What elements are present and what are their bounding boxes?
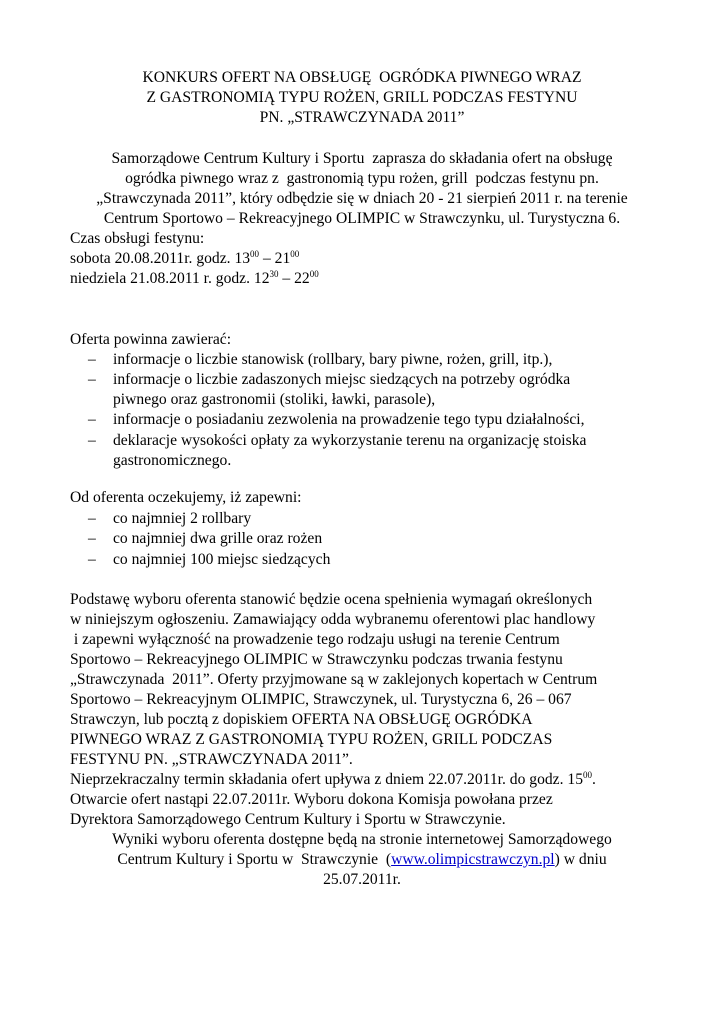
results-line-2: Centrum Kultury i Sportu w Strawczynie (www.olimpicstrawczyn.pl) w dniu [117,851,607,868]
bullet-dash: – [88,351,96,368]
body-line-2: w niniejszym ogłoszeniu. Zamawiający odda wybranemu oferentowi plac handlowy [70,611,596,628]
offer-heading: Oferta powinna zawierać: [70,331,232,348]
body-line-3: i zapewni wyłączność na prowadzenie tego rodzaju usługi na terenie Centrum [70,631,560,648]
offer-item-1: informacje o liczbie stanowisk (rollbary, bary piwne, rożen, grill, itp.), [113,351,553,368]
body-line-9: FESTYNU PN. „STRAWCZYNADA 2011”. [70,751,353,768]
hours-saturday: sobota 20.08.2011r. godz. $13^{00} - 21^{00}$ [70,249,300,267]
intro-line-3: „Strawczynada 2011”, który odbędzie się w dniach 20 - 21 sierpień 2011 r. na terenie [96,190,628,207]
bullet-dash: – [88,510,96,527]
expect-item-3: co najmniej 100 miejsc siedzących [113,551,331,568]
body-line-8: PIWNEGO WRAZ Z GASTRONOMIĄ TYPU ROŻEN, GRILL PODCZAS [70,731,553,748]
intro-line-2: ogródka piwnego wraz z gastronomią typu rożen, grill podczas festynu pn. [125,170,599,187]
body-line-1: Podstawę wyboru oferenta stanowić będzie ocena spełnienia wymagań określonych [70,591,593,608]
results-line-1: Wyniki wyboru oferenta dostępne będą na stronie internetowej Samorządowego [112,831,612,848]
bullet-dash: – [88,432,96,449]
hours-sunday: niedziela 21.08.2011 r. godz. $12^{30} - 22^{00}$ [70,269,319,287]
intro-line-4: Centrum Sportowo – Rekreacyjnego OLIMPIC w Strawczynku, ul. Turystyczna 6. [103,210,621,227]
expect-heading: Od oferenta oczekujemy, iż zapewni: [70,489,302,506]
deadline-line: Nieprzekraczalny termin składania ofert upływa z dniem 22.07.2011r. do godz. $15^{00}$. [70,770,596,788]
offer-item-4: deklaracje wysokości opłaty za wykorzystanie terenu na organizację stoiska [113,432,587,449]
offer-item-3: informacje o posiadaniu zezwolenia na prowadzenie tego typu działalności, [113,411,585,428]
title-line-2: Z GASTRONOMIĄ TYPU ROŻEN, GRILL PODCZAS FESTYNU [146,89,578,106]
opening-line-2: Dyrektora Samorządowego Centrum Kultury i Sportu w Strawczynie. [70,811,506,828]
hours-label: Czas obsługi festynu: [70,230,205,247]
expect-item-1: co najmniej 2 rollbary [113,510,252,527]
offer-item-2-cont: piwnego oraz gastronomii (stoliki, ławki, parasole), [113,391,436,408]
body-line-5: „Strawczynada 2011”. Oferty przyjmowane są w zaklejonych kopertach w Centrum [70,671,598,688]
title-line-1: KONKURS OFERT NA OBSŁUGĘ OGRÓDKA PIWNEGO WRAZ [142,69,582,86]
bullet-dash: – [88,371,96,388]
intro-line-1: Samorządowe Centrum Kultury i Sportu zaprasza do składania ofert na obsługę [111,150,613,167]
body-line-4: Sportowo – Rekreacyjnego OLIMPIC w Strawczynku podczas trwania festynu [70,651,563,668]
results-line-3: 25.07.2011r. [323,871,401,888]
offer-item-2: informacje o liczbie zadaszonych miejsc siedzących na potrzeby ogródka [113,371,571,388]
website-link[interactable]: www.olimpicstrawczyn.pl [391,851,555,868]
bullet-dash: – [88,411,96,428]
bullet-dash: – [88,530,96,547]
body-line-7: Strawczyn, lub pocztą z dopiskiem OFERTA NA OBSŁUGĘ OGRÓDKA [70,711,533,728]
expect-item-2: co najmniej dwa grille oraz rożen [113,530,323,547]
body-line-6: Sportowo – Rekreacyjnym OLIMPIC, Strawczynek, ul. Turystyczna 6, 26 – 067 [70,691,572,708]
opening-line-1: Otwarcie ofert nastąpi 22.07.2011r. Wyboru dokona Komisja powołana przez [70,791,553,808]
bullet-dash: – [88,551,96,568]
title-line-3: PN. „STRAWCZYNADA 2011” [259,109,465,126]
offer-item-4-cont: gastronomicznego. [113,452,232,469]
